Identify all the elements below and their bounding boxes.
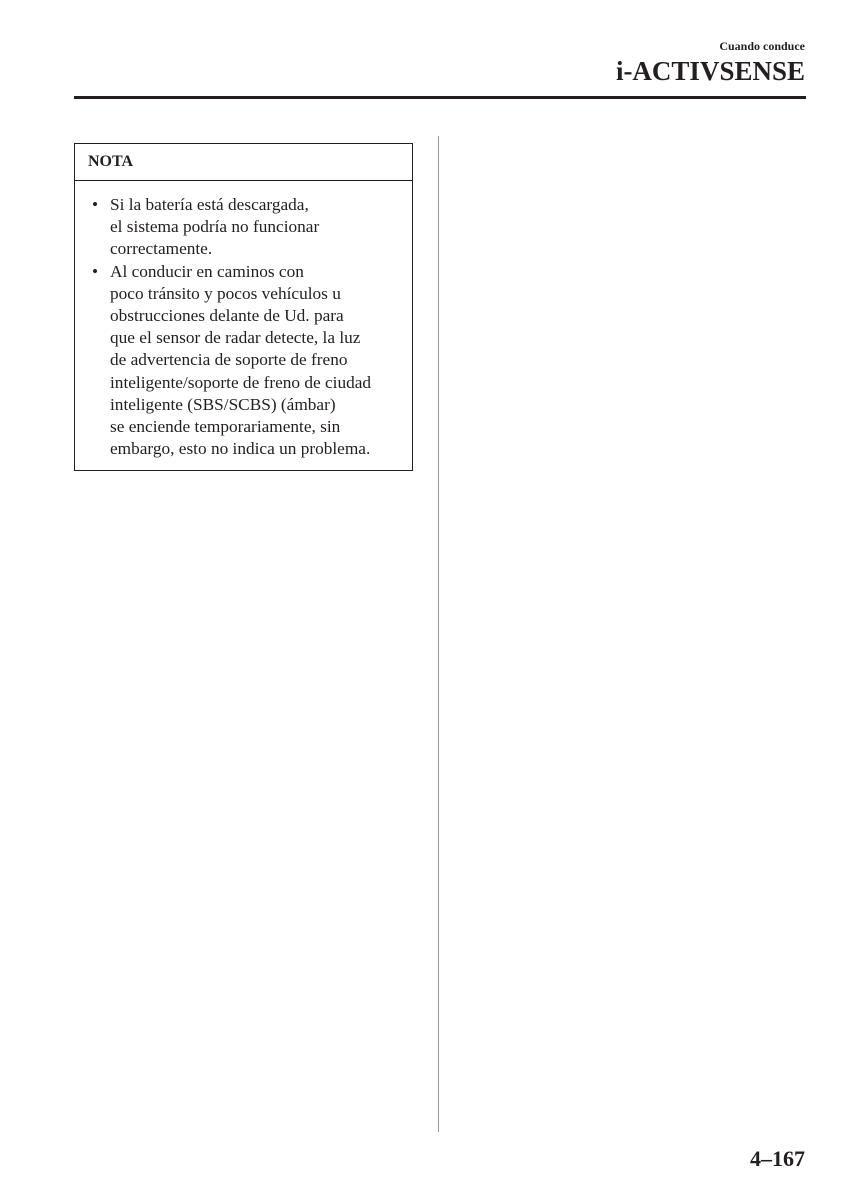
page-header [616,38,805,86]
note-line: inteligente/soporte de freno de ciudad [110,372,372,392]
note-item-radar [88,261,406,461]
column-divider [438,136,439,1132]
note-line: obstrucciones delante de Ud. para [110,306,344,326]
note-item-battery [88,194,406,261]
note-line: que el sensor de radar detecte, la luz [110,328,361,348]
note-line: de advertencia de soporte de freno [110,350,348,370]
note-line: embargo, esto no indica un problema. [110,439,371,459]
note-line: Si la batería está descargada, [110,195,309,214]
note-line: se enciende temporariamente, sin [110,417,341,437]
bullet-icon: • [92,261,99,281]
header-rule [74,96,806,99]
note-body [75,181,412,470]
note-title: NOTA [75,144,412,181]
note-line: Al conducir en caminos con [110,261,304,281]
page-number: 4–167 [750,1146,805,1171]
note-list [88,194,406,460]
note-box [74,143,413,471]
bullet-icon: • [92,195,99,214]
section-label: Cuando conduce [719,39,805,53]
note-line: el sistema podría no funcionar [110,217,320,237]
chapter-title: i-ACTIVSENSE [615,56,805,86]
note-line: inteligente (SBS/SCBS) (ámbar) [110,394,336,414]
note-line: correctamente. [110,239,213,259]
note-line: poco tránsito y pocos vehículos u [110,283,341,303]
